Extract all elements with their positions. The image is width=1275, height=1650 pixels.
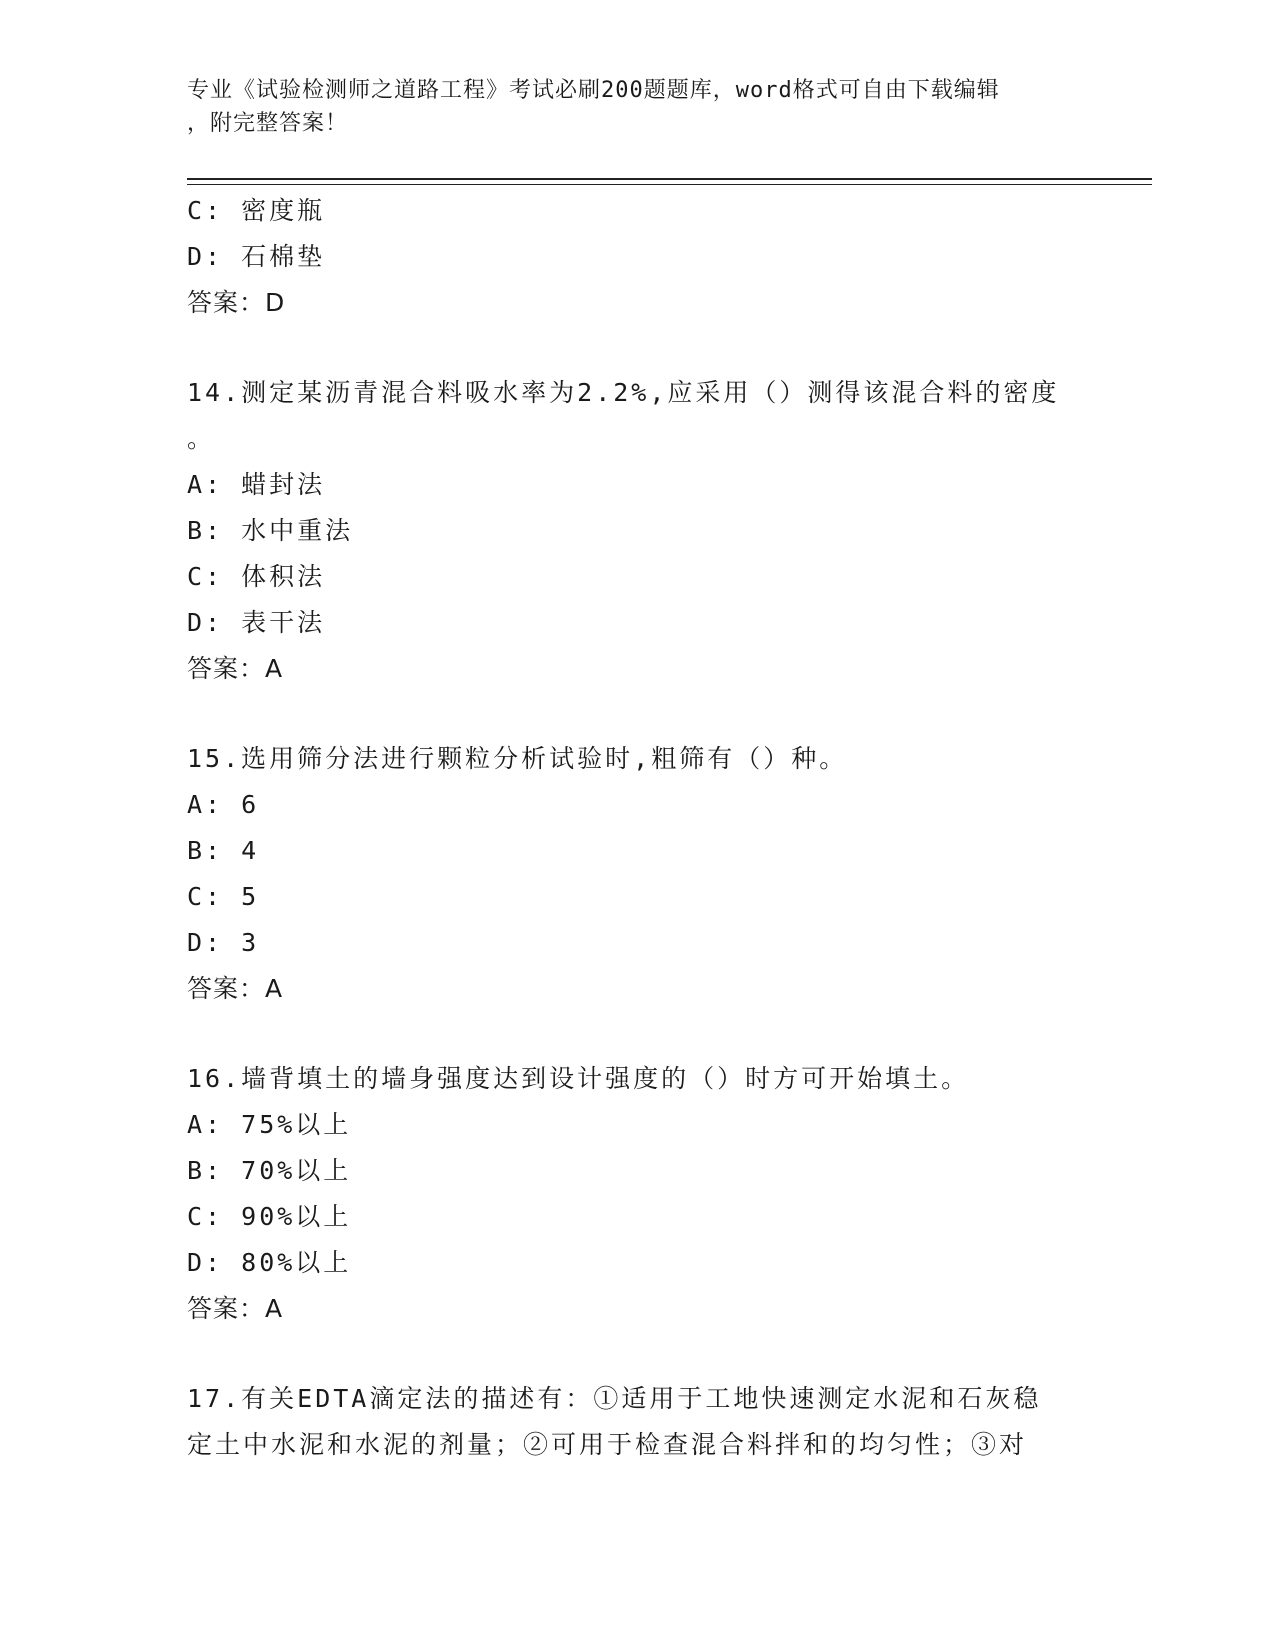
question-stem-continued: 。 (187, 424, 216, 453)
option-d: D: 3 (187, 928, 260, 957)
document-header (187, 74, 1067, 140)
answer-line: 答案：A (187, 974, 284, 1003)
answer-line: 答案：D (187, 288, 286, 317)
header-divider-thin (187, 184, 1152, 185)
option-d: D: 80%以上 (187, 1248, 352, 1277)
question-stem: 17.有关EDTA滴定法的描述有：①适用于工地快速测定水泥和石灰稳 (187, 1384, 1042, 1413)
question-stem: 15.选用筛分法进行颗粒分析试验时,粗筛有（）种。 (187, 744, 848, 773)
option-a: A: 蜡封法 (187, 470, 326, 499)
option-c: C: 90%以上 (187, 1202, 352, 1231)
question-13-tail (187, 188, 1067, 326)
option-d: D: 表干法 (187, 608, 326, 637)
question-14 (187, 370, 1067, 692)
header-line-2: ，附完整答案！ (187, 111, 349, 136)
option-b: B: 4 (187, 836, 260, 865)
answer-line: 答案：A (187, 1294, 284, 1323)
header-divider-thick (187, 178, 1152, 180)
option-b: B: 70%以上 (187, 1156, 352, 1185)
question-list (187, 188, 1067, 1468)
option-d: D: 石棉垫 (187, 242, 326, 271)
option-a: A: 6 (187, 790, 260, 819)
question-stem: 16.墙背填土的墙身强度达到设计强度的（）时方可开始填土。 (187, 1064, 970, 1093)
question-stem: 14.测定某沥青混合料吸水率为2.2%,应采用（）测得该混合料的密度 (187, 378, 1060, 407)
question-15 (187, 736, 1067, 1012)
option-c: C: 密度瓶 (187, 196, 326, 225)
answer-line: 答案：A (187, 654, 284, 683)
option-b: B: 水中重法 (187, 516, 354, 545)
option-a: A: 75%以上 (187, 1110, 352, 1139)
option-c: C: 体积法 (187, 562, 326, 591)
question-stem-continued: 定土中水泥和水泥的剂量；②可用于检查混合料拌和的均匀性；③对 (187, 1430, 1028, 1459)
question-17 (187, 1376, 1067, 1468)
option-c: C: 5 (187, 882, 260, 911)
question-16 (187, 1056, 1067, 1332)
header-line-1: 专业《试验检测师之道路工程》考试必刷200题题库，word格式可自由下载编辑 (187, 78, 1000, 103)
